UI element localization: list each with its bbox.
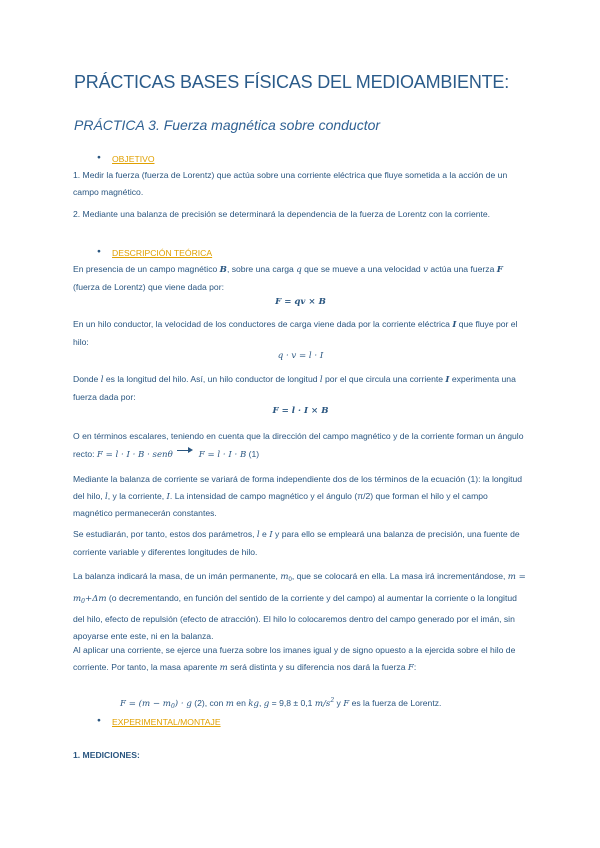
section-title-mediciones: 1. MEDICIONES: — [73, 750, 140, 760]
document-subtitle: PRÁCTICA 3. Fuerza magnética sobre conductor — [74, 117, 381, 133]
teoria-paragraph-3: Donde l es la longitud del hilo. Así, un hilo conductor de longitud l por el que circula una corriente I experimenta una fuerza dada por: — [73, 374, 516, 402]
teoria-paragraph-7: La balanza indicará la masa, de un imán permanente, $m_0$, que se colocará en ella. La masa irá incrementándose, $m = m_0+\Delta m$ (o decrementando, en función del sentido de la corriente y del campo) al aumentar la corriente o la longitud del hilo, efecto de repulsión (efecto de atracción). El hilo lo colocaremos dentro del campo generado por el imán, sin apoyarse ente este, ni en la balanza. — [73, 571, 526, 642]
teoria-paragraph-8: Al aplicar una corriente, se ejerce una fuerza sobre los imanes igual y de signo opuesto a la ejercida sobre el hilo de corriente. Por tanto, la masa aparente m será distinta y su diferencia nos dará la fuerza F: — [73, 645, 516, 673]
section-heading-experimental: ● EXPERIMENTAL/MONTAJE — [112, 717, 221, 727]
teoria-paragraph-6: Se estudiarán, por tanto, estos dos parámetros, l e I y para ello se empleará una balanza de precisión, una fuente de corriente variable y diferentes longitudes de hilo. — [73, 529, 520, 557]
section-heading-descripcion: ● DESCRIPCIÓN TEÓRICA — [112, 248, 212, 258]
equation-apparent-mass: $F = (m - m_0) \cdot g$ (2), con m en kg, g = 9,8 ± 0,1 $m/s^2$ y F es la fuerza de Lorentz. — [120, 697, 442, 710]
equation-lorentz-wire: F = l · I × B — [272, 406, 329, 416]
section-heading-objetivo: ● OBJETIVO — [112, 154, 155, 164]
arrow-icon — [177, 447, 195, 455]
teoria-paragraph-5: Mediante la balanza de corriente se variará de forma independiente dos de los términos de la ecuación (1): la longitud del hilo, l, y la corriente, I. La intensidad de campo magnético y el ángulo (π/2) que forman el hilo y el campo magnético permanecerán constantes. — [73, 474, 523, 518]
equation-charge-velocity: q · v = l · I — [277, 351, 324, 361]
equation-lorentz-charge: F = qv × B — [275, 297, 326, 307]
objetivo-paragraph-1: 1. Medir la fuerza (fuerza de Lorentz) que actúa sobre una corriente eléctrica que fluye sometida a la acción de un campo magnético. — [73, 170, 508, 197]
teoria-paragraph-4: O en términos escalares, teniendo en cuenta que la dirección del campo magnético y de la corriente forman un ángulo recto: F = l · I · B · senθ F = l · I · B (1) — [73, 431, 524, 460]
teoria-paragraph-1: En presencia de un campo magnético B, sobre una carga q que se mueve a una velocidad v actúa una fuerza F (fuerza de Lorentz) que viene dada por: — [73, 264, 503, 292]
objetivo-paragraph-2: 2. Mediante una balanza de precisión se determinará la dependencia de la fuerza de Lorentz con la corriente. — [73, 209, 491, 219]
teoria-paragraph-2: En un hilo conductor, la velocidad de los conductores de carga viene dada por la corriente eléctrica I que fluye por el hilo: — [73, 319, 518, 347]
document-title: PRÁCTICAS BASES FÍSICAS DEL MEDIOAMBIENTE: — [74, 72, 510, 92]
